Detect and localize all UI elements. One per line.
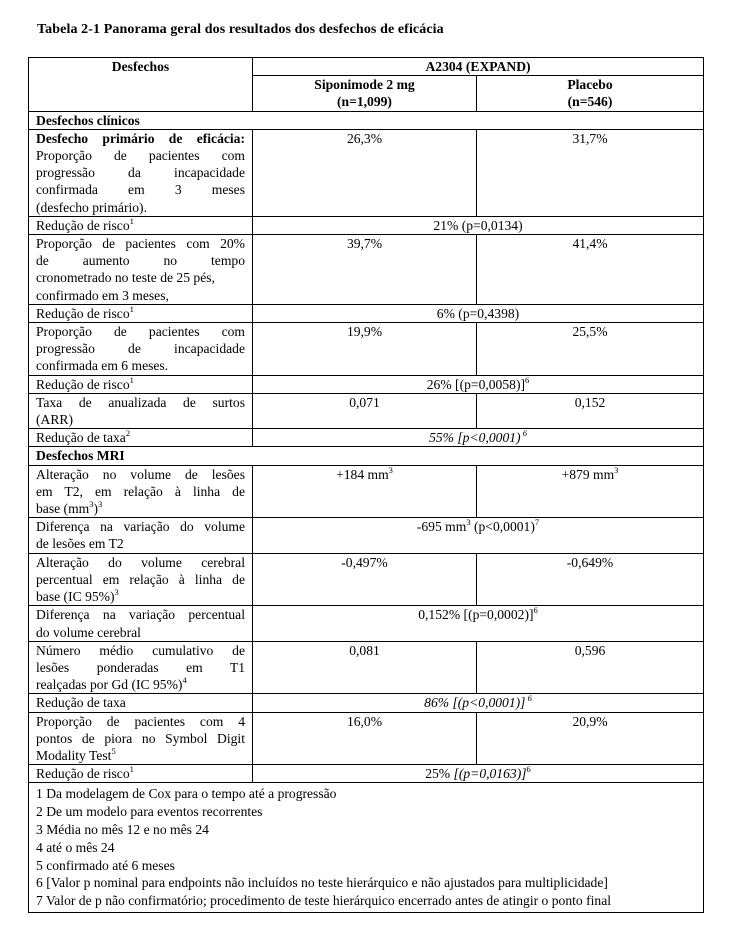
table-row bbox=[29, 375, 704, 393]
footnote: 7 Valor de p não confirmatório; procedimento de teste hierárquico encerrado antes de atingir o ponto final bbox=[36, 893, 612, 909]
label-line: progressão da incapacidade bbox=[36, 165, 245, 181]
row-label-risk-reduction bbox=[29, 304, 253, 322]
value-placebo: 25,5% bbox=[477, 323, 704, 376]
label-line: Alteração no volume de lesões bbox=[36, 466, 245, 482]
footnote: 1 Da modelagem de Cox para o tempo até a progressão bbox=[36, 786, 337, 802]
row-label-rate-reduction bbox=[29, 429, 253, 447]
value-placebo: 31,7% bbox=[477, 129, 704, 216]
value-placebo: 0,152 bbox=[477, 393, 704, 428]
row-label-t2 bbox=[29, 465, 253, 518]
table-row bbox=[29, 712, 704, 765]
table-row bbox=[29, 393, 704, 428]
label-text: base (mm bbox=[36, 501, 90, 517]
label-line: percentual em relação à linha de bbox=[36, 571, 245, 587]
label-line: (desfecho primário). bbox=[36, 199, 147, 215]
label-line: Diferença na variação percentual bbox=[36, 607, 245, 623]
row-label-primary bbox=[29, 129, 253, 216]
label-text: base (IC 95%) bbox=[36, 589, 115, 605]
row-label-risk-reduction bbox=[29, 216, 253, 234]
footnote-ref: 3 bbox=[114, 587, 119, 598]
value-siponimod: 19,9% bbox=[253, 323, 477, 376]
row-label-brain-diff bbox=[29, 606, 253, 641]
label-text: Redução de risco bbox=[36, 766, 130, 782]
row-label-walk bbox=[29, 235, 253, 305]
row-label-t2-diff bbox=[29, 518, 253, 553]
value-text: -695 mm bbox=[416, 519, 467, 535]
value-placebo: 41,4% bbox=[477, 235, 704, 305]
value-siponimod: 0,081 bbox=[253, 641, 477, 694]
value-merged bbox=[253, 429, 704, 447]
header-study: A2304 (EXPAND) bbox=[253, 58, 704, 76]
row-label-brain bbox=[29, 553, 253, 606]
row-label-prog6 bbox=[29, 323, 253, 376]
value-siponimod: 0,071 bbox=[253, 393, 477, 428]
header-placebo-name: Placebo bbox=[567, 77, 613, 93]
label-line: de lesões em T2 bbox=[36, 536, 124, 552]
table-row bbox=[29, 606, 704, 641]
value-text-italic: [(p<0,0001)] bbox=[452, 695, 526, 711]
value-placebo bbox=[477, 465, 704, 518]
value-placebo: 20,9% bbox=[477, 712, 704, 765]
label-text: realçadas por Gd (IC 95%) bbox=[36, 677, 183, 693]
value-text-italic: [p<0,0001) bbox=[457, 430, 521, 446]
label-line: lesões ponderadas em T1 bbox=[36, 659, 245, 675]
footnotes-row bbox=[29, 783, 704, 913]
table-row bbox=[29, 304, 704, 322]
row-label-risk-reduction bbox=[29, 765, 253, 783]
row-label-sdmt bbox=[29, 712, 253, 765]
table-title: Tabela 2-1 Panorama geral dos resultados dos desfechos de eficácia bbox=[37, 22, 444, 37]
footnote-ref: 2 bbox=[125, 428, 131, 439]
header-outcomes: Desfechos bbox=[29, 58, 253, 112]
value-merged: 21% (p=0,0134) bbox=[253, 216, 704, 234]
table-row bbox=[29, 765, 704, 783]
footnote-ref: 6 bbox=[533, 605, 538, 616]
footnote: 2 De um modelo para eventos recorrentes bbox=[36, 804, 263, 820]
table-row bbox=[29, 323, 704, 376]
superscript: 3 bbox=[466, 517, 471, 528]
value-text: +879 mm bbox=[561, 466, 615, 482]
header-placebo-n: (n=546) bbox=[567, 94, 613, 110]
value-siponimod bbox=[253, 465, 477, 518]
footnote-ref: 3 bbox=[98, 499, 103, 510]
label-line: Proporção de pacientes com bbox=[36, 324, 245, 340]
label-text: Redução de risco bbox=[36, 305, 130, 321]
row-label-risk-reduction bbox=[29, 375, 253, 393]
header-siponimod-n: (n=1,099) bbox=[337, 94, 392, 110]
value-merged: 6% (p=0,4398) bbox=[253, 304, 704, 322]
value-text: 86% bbox=[424, 695, 453, 711]
label-line: Proporção de pacientes com bbox=[36, 148, 245, 164]
footnote-ref: 1 bbox=[129, 215, 134, 226]
footnote-ref: 1 bbox=[129, 303, 134, 314]
label-line: Taxa de anualizada de surtos bbox=[36, 394, 245, 410]
table-row bbox=[29, 129, 704, 216]
value-merged bbox=[253, 765, 704, 783]
footnote-ref: 7 bbox=[534, 517, 540, 528]
footnotes bbox=[29, 783, 704, 913]
label-line: Número médio cumulativo de bbox=[36, 642, 245, 658]
value-merged bbox=[253, 694, 704, 712]
label-line: Alteração do volume cerebral bbox=[36, 554, 245, 570]
label-line: cronometrado no teste de 25 pés, bbox=[36, 270, 215, 286]
value-text: 0,152% [(p=0,0002)] bbox=[418, 607, 534, 623]
superscript: 3 bbox=[614, 464, 619, 475]
superscript: 3 bbox=[388, 464, 393, 475]
footnote-ref: 6 bbox=[526, 764, 531, 775]
section-clinical: Desfechos clínicos bbox=[29, 111, 704, 129]
footnote: 4 até o mês 24 bbox=[36, 839, 115, 855]
label-line bbox=[36, 676, 245, 693]
label-line bbox=[36, 588, 245, 605]
value-merged bbox=[253, 518, 704, 553]
footnote-ref: 6 bbox=[520, 428, 527, 439]
footnote: 6 [Valor p nominal para endpoints não incluídos no teste hierárquico e não ajustados para multiplicidade] bbox=[36, 875, 608, 891]
footnote-ref: 6 bbox=[525, 693, 532, 704]
table-row bbox=[29, 641, 704, 694]
label-text: Redução de risco bbox=[36, 217, 130, 233]
value-merged bbox=[253, 606, 704, 641]
label-line: progressão de incapacidade bbox=[36, 341, 245, 357]
table-row bbox=[29, 429, 704, 447]
label-line: do volume cerebral bbox=[36, 624, 141, 640]
footnote: 3 Média no mês 12 e no mês 24 bbox=[36, 821, 209, 837]
label-line: confirmado em 3 meses, bbox=[36, 287, 169, 303]
table-row bbox=[29, 235, 704, 305]
footnote-ref: 6 bbox=[525, 374, 530, 385]
row-label-rate-reduction: Redução de taxa bbox=[29, 694, 253, 712]
value-placebo: -0,649% bbox=[477, 553, 704, 606]
footnote-ref: 1 bbox=[129, 374, 134, 385]
row-label-gd bbox=[29, 641, 253, 694]
footnote: 5 confirmado até 6 meses bbox=[36, 857, 175, 873]
footnote-ref: 5 bbox=[111, 745, 116, 756]
value-siponimod: 39,7% bbox=[253, 235, 477, 305]
label-line bbox=[36, 747, 245, 764]
value-siponimod: 16,0% bbox=[253, 712, 477, 765]
label-line: em T2, em relação à linha de bbox=[36, 483, 245, 499]
value-text-italic: [(p=0,0163)] bbox=[453, 766, 527, 782]
section-mri: Desfechos MRI bbox=[29, 447, 704, 465]
label-text: Modality Test bbox=[36, 747, 112, 763]
table-row bbox=[29, 553, 704, 606]
label-line: (ARR) bbox=[36, 412, 74, 428]
value-text: 26% [(p=0,0058)] bbox=[426, 376, 526, 392]
value-merged bbox=[253, 375, 704, 393]
value-siponimod: 26,3% bbox=[253, 129, 477, 216]
header-row-1 bbox=[29, 58, 704, 76]
label-line: confirmada em 6 meses. bbox=[36, 358, 169, 374]
label-text: Redução de risco bbox=[36, 376, 130, 392]
label-line: Diferença na variação do volume bbox=[36, 519, 245, 535]
value-text: (p<0,0001) bbox=[470, 519, 535, 535]
value-text: 55% bbox=[429, 430, 458, 446]
section-row-mri bbox=[29, 447, 704, 465]
label-line: Proporção de pacientes com 4 bbox=[36, 713, 245, 729]
label-text: ) bbox=[93, 501, 99, 517]
superscript: 3 bbox=[89, 499, 94, 510]
label-line: confirmada em 3 meses bbox=[36, 182, 245, 198]
row-label-arr bbox=[29, 393, 253, 428]
table-row bbox=[29, 518, 704, 553]
footnote-ref: 1 bbox=[129, 764, 134, 775]
value-text: 25% bbox=[425, 766, 454, 782]
header-siponimod-name: Siponimode 2 mg bbox=[314, 77, 415, 93]
label-line: de aumento no tempo bbox=[36, 253, 245, 269]
header-placebo bbox=[477, 76, 704, 111]
value-text: +184 mm bbox=[336, 466, 389, 482]
label-line: Proporção de pacientes com 20% bbox=[36, 236, 245, 252]
table-row bbox=[29, 694, 704, 712]
table-row bbox=[29, 465, 704, 518]
section-row-clinical bbox=[29, 111, 704, 129]
value-siponimod: -0,497% bbox=[253, 553, 477, 606]
label-line bbox=[36, 500, 245, 517]
header-siponimod bbox=[253, 76, 477, 111]
label-line: pontos de piora no Symbol Digit bbox=[36, 730, 245, 746]
primary-label-bold: Desfecho primário de eficácia: bbox=[36, 130, 245, 146]
table-row bbox=[29, 216, 704, 234]
label-text: Redução de taxa bbox=[36, 430, 126, 446]
value-placebo: 0,596 bbox=[477, 641, 704, 694]
footnote-ref: 4 bbox=[182, 675, 187, 686]
efficacy-table bbox=[28, 57, 704, 913]
